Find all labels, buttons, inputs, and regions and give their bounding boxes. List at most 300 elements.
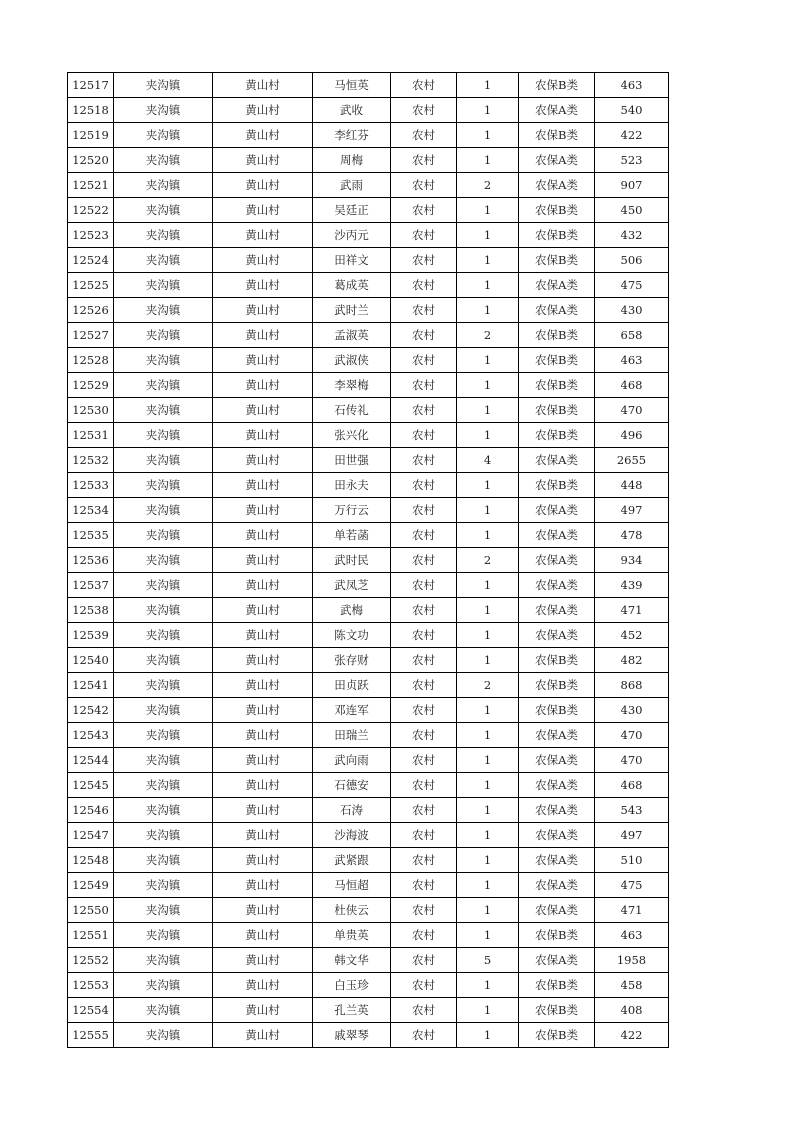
table-row xyxy=(68,173,669,198)
amount-cell: 506 xyxy=(595,248,669,273)
area-type-cell: 农村 xyxy=(391,373,457,398)
area-type-cell: 农村 xyxy=(391,323,457,348)
row-number-cell: 12527 xyxy=(68,323,114,348)
row-number-cell: 12517 xyxy=(68,73,114,98)
area-type-cell: 农村 xyxy=(391,798,457,823)
amount-cell: 448 xyxy=(595,473,669,498)
household-count-cell: 1 xyxy=(457,1023,519,1048)
insurance-category-cell: 农保B类 xyxy=(519,1023,595,1048)
household-count-cell: 1 xyxy=(457,848,519,873)
amount-cell: 934 xyxy=(595,548,669,573)
household-count-cell: 1 xyxy=(457,73,519,98)
area-type-cell: 农村 xyxy=(391,723,457,748)
household-count-cell: 1 xyxy=(457,223,519,248)
amount-cell: 510 xyxy=(595,848,669,873)
town-cell: 夹沟镇 xyxy=(114,398,213,423)
name-cell: 武时兰 xyxy=(313,298,391,323)
name-cell: 邓连军 xyxy=(313,698,391,723)
table-row xyxy=(68,398,669,423)
amount-cell: 463 xyxy=(595,348,669,373)
name-cell: 杜侠云 xyxy=(313,898,391,923)
area-type-cell: 农村 xyxy=(391,998,457,1023)
name-cell: 陈文功 xyxy=(313,623,391,648)
area-type-cell: 农村 xyxy=(391,248,457,273)
area-type-cell: 农村 xyxy=(391,473,457,498)
area-type-cell: 农村 xyxy=(391,773,457,798)
row-number-cell: 12540 xyxy=(68,648,114,673)
row-number-cell: 12535 xyxy=(68,523,114,548)
amount-cell: 470 xyxy=(595,723,669,748)
household-count-cell: 1 xyxy=(457,898,519,923)
area-type-cell: 农村 xyxy=(391,423,457,448)
town-cell: 夹沟镇 xyxy=(114,448,213,473)
name-cell: 田世强 xyxy=(313,448,391,473)
household-count-cell: 1 xyxy=(457,98,519,123)
area-type-cell: 农村 xyxy=(391,123,457,148)
town-cell: 夹沟镇 xyxy=(114,698,213,723)
town-cell: 夹沟镇 xyxy=(114,198,213,223)
amount-cell: 475 xyxy=(595,873,669,898)
village-cell: 黄山村 xyxy=(213,673,313,698)
household-count-cell: 1 xyxy=(457,873,519,898)
insurance-category-cell: 农保B类 xyxy=(519,473,595,498)
row-number-cell: 12551 xyxy=(68,923,114,948)
amount-cell: 497 xyxy=(595,498,669,523)
table-row xyxy=(68,998,669,1023)
insurance-category-cell: 农保A类 xyxy=(519,898,595,923)
town-cell: 夹沟镇 xyxy=(114,498,213,523)
name-cell: 石传礼 xyxy=(313,398,391,423)
town-cell: 夹沟镇 xyxy=(114,348,213,373)
household-count-cell: 2 xyxy=(457,673,519,698)
row-number-cell: 12521 xyxy=(68,173,114,198)
insurance-category-cell: 农保A类 xyxy=(519,173,595,198)
name-cell: 吴廷正 xyxy=(313,198,391,223)
village-cell: 黄山村 xyxy=(213,223,313,248)
area-type-cell: 农村 xyxy=(391,98,457,123)
name-cell: 李翠梅 xyxy=(313,373,391,398)
area-type-cell: 农村 xyxy=(391,348,457,373)
table-row xyxy=(68,548,669,573)
name-cell: 田瑞兰 xyxy=(313,723,391,748)
amount-cell: 422 xyxy=(595,1023,669,1048)
insurance-category-cell: 农保A类 xyxy=(519,98,595,123)
insurance-category-cell: 农保A类 xyxy=(519,748,595,773)
row-number-cell: 12536 xyxy=(68,548,114,573)
insurance-category-cell: 农保B类 xyxy=(519,123,595,148)
name-cell: 沙海波 xyxy=(313,823,391,848)
insurance-category-cell: 农保A类 xyxy=(519,623,595,648)
row-number-cell: 12545 xyxy=(68,773,114,798)
table-row xyxy=(68,73,669,98)
row-number-cell: 12552 xyxy=(68,948,114,973)
town-cell: 夹沟镇 xyxy=(114,98,213,123)
name-cell: 张兴化 xyxy=(313,423,391,448)
area-type-cell: 农村 xyxy=(391,398,457,423)
row-number-cell: 12526 xyxy=(68,298,114,323)
name-cell: 葛成英 xyxy=(313,273,391,298)
town-cell: 夹沟镇 xyxy=(114,673,213,698)
table-row xyxy=(68,573,669,598)
village-cell: 黄山村 xyxy=(213,648,313,673)
insurance-category-cell: 农保B类 xyxy=(519,973,595,998)
household-count-cell: 1 xyxy=(457,123,519,148)
household-count-cell: 1 xyxy=(457,823,519,848)
area-type-cell: 农村 xyxy=(391,748,457,773)
area-type-cell: 农村 xyxy=(391,623,457,648)
village-cell: 黄山村 xyxy=(213,873,313,898)
table-row xyxy=(68,773,669,798)
household-count-cell: 1 xyxy=(457,623,519,648)
town-cell: 夹沟镇 xyxy=(114,1023,213,1048)
area-type-cell: 农村 xyxy=(391,898,457,923)
insurance-category-cell: 农保A类 xyxy=(519,298,595,323)
area-type-cell: 农村 xyxy=(391,973,457,998)
household-count-cell: 1 xyxy=(457,423,519,448)
amount-cell: 478 xyxy=(595,523,669,548)
insurance-category-cell: 农保A类 xyxy=(519,773,595,798)
village-cell: 黄山村 xyxy=(213,173,313,198)
row-number-cell: 12519 xyxy=(68,123,114,148)
town-cell: 夹沟镇 xyxy=(114,723,213,748)
town-cell: 夹沟镇 xyxy=(114,923,213,948)
name-cell: 武收 xyxy=(313,98,391,123)
name-cell: 单若菡 xyxy=(313,523,391,548)
village-cell: 黄山村 xyxy=(213,773,313,798)
household-count-cell: 2 xyxy=(457,323,519,348)
name-cell: 武淑侠 xyxy=(313,348,391,373)
town-cell: 夹沟镇 xyxy=(114,823,213,848)
town-cell: 夹沟镇 xyxy=(114,73,213,98)
village-cell: 黄山村 xyxy=(213,98,313,123)
row-number-cell: 12518 xyxy=(68,98,114,123)
town-cell: 夹沟镇 xyxy=(114,148,213,173)
area-type-cell: 农村 xyxy=(391,498,457,523)
table-row xyxy=(68,798,669,823)
name-cell: 石涛 xyxy=(313,798,391,823)
area-type-cell: 农村 xyxy=(391,873,457,898)
amount-cell: 540 xyxy=(595,98,669,123)
amount-cell: 452 xyxy=(595,623,669,648)
insurance-category-cell: 农保A类 xyxy=(519,848,595,873)
area-type-cell: 农村 xyxy=(391,573,457,598)
name-cell: 戚翠琴 xyxy=(313,1023,391,1048)
household-count-cell: 1 xyxy=(457,523,519,548)
household-count-cell: 1 xyxy=(457,998,519,1023)
area-type-cell: 农村 xyxy=(391,698,457,723)
insurance-category-cell: 农保B类 xyxy=(519,423,595,448)
insurance-category-cell: 农保A类 xyxy=(519,598,595,623)
row-number-cell: 12553 xyxy=(68,973,114,998)
household-count-cell: 1 xyxy=(457,723,519,748)
town-cell: 夹沟镇 xyxy=(114,648,213,673)
amount-cell: 470 xyxy=(595,748,669,773)
amount-cell: 523 xyxy=(595,148,669,173)
town-cell: 夹沟镇 xyxy=(114,773,213,798)
table-row xyxy=(68,423,669,448)
amount-cell: 471 xyxy=(595,598,669,623)
name-cell: 孔兰英 xyxy=(313,998,391,1023)
insurance-category-cell: 农保B类 xyxy=(519,223,595,248)
amount-cell: 450 xyxy=(595,198,669,223)
area-type-cell: 农村 xyxy=(391,848,457,873)
insurance-category-cell: 农保B类 xyxy=(519,198,595,223)
town-cell: 夹沟镇 xyxy=(114,973,213,998)
household-count-cell: 4 xyxy=(457,448,519,473)
name-cell: 马恒英 xyxy=(313,73,391,98)
village-cell: 黄山村 xyxy=(213,448,313,473)
household-count-cell: 2 xyxy=(457,548,519,573)
village-cell: 黄山村 xyxy=(213,698,313,723)
household-count-cell: 1 xyxy=(457,598,519,623)
town-cell: 夹沟镇 xyxy=(114,623,213,648)
name-cell: 白玉珍 xyxy=(313,973,391,998)
area-type-cell: 农村 xyxy=(391,1023,457,1048)
name-cell: 田贞跃 xyxy=(313,673,391,698)
village-cell: 黄山村 xyxy=(213,848,313,873)
town-cell: 夹沟镇 xyxy=(114,748,213,773)
town-cell: 夹沟镇 xyxy=(114,898,213,923)
area-type-cell: 农村 xyxy=(391,598,457,623)
amount-cell: 2655 xyxy=(595,448,669,473)
area-type-cell: 农村 xyxy=(391,273,457,298)
amount-cell: 868 xyxy=(595,673,669,698)
name-cell: 武紧跟 xyxy=(313,848,391,873)
amount-cell: 458 xyxy=(595,973,669,998)
household-count-cell: 1 xyxy=(457,748,519,773)
household-count-cell: 1 xyxy=(457,923,519,948)
insurance-category-cell: 农保A类 xyxy=(519,548,595,573)
name-cell: 田祥文 xyxy=(313,248,391,273)
name-cell: 田永夫 xyxy=(313,473,391,498)
insurance-category-cell: 农保B类 xyxy=(519,698,595,723)
village-cell: 黄山村 xyxy=(213,1023,313,1048)
table-row xyxy=(68,873,669,898)
area-type-cell: 农村 xyxy=(391,73,457,98)
household-count-cell: 1 xyxy=(457,373,519,398)
row-number-cell: 12549 xyxy=(68,873,114,898)
table-row xyxy=(68,698,669,723)
name-cell: 武雨 xyxy=(313,173,391,198)
table-row xyxy=(68,273,669,298)
town-cell: 夹沟镇 xyxy=(114,548,213,573)
amount-cell: 463 xyxy=(595,923,669,948)
row-number-cell: 12554 xyxy=(68,998,114,1023)
amount-cell: 1958 xyxy=(595,948,669,973)
insurance-category-cell: 农保A类 xyxy=(519,948,595,973)
insurance-category-cell: 农保B类 xyxy=(519,348,595,373)
village-cell: 黄山村 xyxy=(213,198,313,223)
row-number-cell: 12548 xyxy=(68,848,114,873)
household-count-cell: 1 xyxy=(457,498,519,523)
row-number-cell: 12541 xyxy=(68,673,114,698)
household-count-cell: 1 xyxy=(457,773,519,798)
name-cell: 周梅 xyxy=(313,148,391,173)
village-cell: 黄山村 xyxy=(213,323,313,348)
insurance-category-cell: 农保B类 xyxy=(519,648,595,673)
household-count-cell: 1 xyxy=(457,348,519,373)
amount-cell: 658 xyxy=(595,323,669,348)
village-cell: 黄山村 xyxy=(213,498,313,523)
household-count-cell: 1 xyxy=(457,698,519,723)
village-cell: 黄山村 xyxy=(213,798,313,823)
household-count-cell: 5 xyxy=(457,948,519,973)
village-cell: 黄山村 xyxy=(213,273,313,298)
table-row xyxy=(68,898,669,923)
area-type-cell: 农村 xyxy=(391,548,457,573)
amount-cell: 439 xyxy=(595,573,669,598)
area-type-cell: 农村 xyxy=(391,223,457,248)
amount-cell: 468 xyxy=(595,773,669,798)
household-count-cell: 1 xyxy=(457,973,519,998)
row-number-cell: 12529 xyxy=(68,373,114,398)
row-number-cell: 12542 xyxy=(68,698,114,723)
town-cell: 夹沟镇 xyxy=(114,873,213,898)
row-number-cell: 12555 xyxy=(68,1023,114,1048)
insurance-category-cell: 农保B类 xyxy=(519,673,595,698)
household-count-cell: 1 xyxy=(457,798,519,823)
village-cell: 黄山村 xyxy=(213,948,313,973)
town-cell: 夹沟镇 xyxy=(114,523,213,548)
table-row xyxy=(68,248,669,273)
table-row xyxy=(68,323,669,348)
table-row xyxy=(68,973,669,998)
insurance-category-cell: 农保A类 xyxy=(519,873,595,898)
row-number-cell: 12528 xyxy=(68,348,114,373)
table-row xyxy=(68,948,669,973)
table-row xyxy=(68,623,669,648)
name-cell: 武向雨 xyxy=(313,748,391,773)
table-row xyxy=(68,923,669,948)
town-cell: 夹沟镇 xyxy=(114,573,213,598)
insurance-category-cell: 农保A类 xyxy=(519,448,595,473)
town-cell: 夹沟镇 xyxy=(114,373,213,398)
amount-cell: 471 xyxy=(595,898,669,923)
name-cell: 韩文华 xyxy=(313,948,391,973)
town-cell: 夹沟镇 xyxy=(114,273,213,298)
town-cell: 夹沟镇 xyxy=(114,173,213,198)
insurance-category-cell: 农保A类 xyxy=(519,523,595,548)
village-cell: 黄山村 xyxy=(213,473,313,498)
village-cell: 黄山村 xyxy=(213,348,313,373)
village-cell: 黄山村 xyxy=(213,923,313,948)
table-row xyxy=(68,848,669,873)
town-cell: 夹沟镇 xyxy=(114,248,213,273)
insurance-category-cell: 农保A类 xyxy=(519,723,595,748)
table-row xyxy=(68,123,669,148)
household-count-cell: 1 xyxy=(457,198,519,223)
village-cell: 黄山村 xyxy=(213,573,313,598)
table-row xyxy=(68,648,669,673)
insurance-category-cell: 农保A类 xyxy=(519,148,595,173)
table-row xyxy=(68,198,669,223)
amount-cell: 475 xyxy=(595,273,669,298)
village-cell: 黄山村 xyxy=(213,373,313,398)
household-count-cell: 1 xyxy=(457,148,519,173)
row-number-cell: 12532 xyxy=(68,448,114,473)
town-cell: 夹沟镇 xyxy=(114,848,213,873)
table-row xyxy=(68,598,669,623)
town-cell: 夹沟镇 xyxy=(114,123,213,148)
row-number-cell: 12520 xyxy=(68,148,114,173)
household-count-cell: 1 xyxy=(457,248,519,273)
town-cell: 夹沟镇 xyxy=(114,223,213,248)
row-number-cell: 12525 xyxy=(68,273,114,298)
table-body xyxy=(68,73,669,1048)
row-number-cell: 12539 xyxy=(68,623,114,648)
village-cell: 黄山村 xyxy=(213,723,313,748)
amount-cell: 463 xyxy=(595,73,669,98)
amount-cell: 470 xyxy=(595,398,669,423)
name-cell: 万行云 xyxy=(313,498,391,523)
town-cell: 夹沟镇 xyxy=(114,298,213,323)
village-cell: 黄山村 xyxy=(213,398,313,423)
name-cell: 单贵英 xyxy=(313,923,391,948)
town-cell: 夹沟镇 xyxy=(114,323,213,348)
household-count-cell: 1 xyxy=(457,273,519,298)
table-row xyxy=(68,148,669,173)
household-count-cell: 1 xyxy=(457,398,519,423)
area-type-cell: 农村 xyxy=(391,823,457,848)
row-number-cell: 12537 xyxy=(68,573,114,598)
area-type-cell: 农村 xyxy=(391,923,457,948)
amount-cell: 907 xyxy=(595,173,669,198)
row-number-cell: 12547 xyxy=(68,823,114,848)
household-count-cell: 1 xyxy=(457,573,519,598)
row-number-cell: 12530 xyxy=(68,398,114,423)
table-row xyxy=(68,1023,669,1048)
table-row xyxy=(68,723,669,748)
area-type-cell: 农村 xyxy=(391,298,457,323)
household-count-cell: 1 xyxy=(457,298,519,323)
household-count-cell: 1 xyxy=(457,473,519,498)
amount-cell: 430 xyxy=(595,298,669,323)
insurance-category-cell: 农保B类 xyxy=(519,998,595,1023)
insurance-category-cell: 农保B类 xyxy=(519,323,595,348)
name-cell: 沙丙元 xyxy=(313,223,391,248)
row-number-cell: 12538 xyxy=(68,598,114,623)
household-count-cell: 2 xyxy=(457,173,519,198)
amount-cell: 432 xyxy=(595,223,669,248)
village-cell: 黄山村 xyxy=(213,898,313,923)
insurance-category-cell: 农保A类 xyxy=(519,823,595,848)
amount-cell: 482 xyxy=(595,648,669,673)
insurance-category-cell: 农保B类 xyxy=(519,73,595,98)
row-number-cell: 12550 xyxy=(68,898,114,923)
amount-cell: 497 xyxy=(595,823,669,848)
village-cell: 黄山村 xyxy=(213,598,313,623)
insurance-category-cell: 农保A类 xyxy=(519,273,595,298)
area-type-cell: 农村 xyxy=(391,448,457,473)
table-row xyxy=(68,748,669,773)
row-number-cell: 12531 xyxy=(68,423,114,448)
insurance-category-cell: 农保B类 xyxy=(519,398,595,423)
area-type-cell: 农村 xyxy=(391,948,457,973)
amount-cell: 422 xyxy=(595,123,669,148)
name-cell: 张存财 xyxy=(313,648,391,673)
row-number-cell: 12533 xyxy=(68,473,114,498)
area-type-cell: 农村 xyxy=(391,173,457,198)
row-number-cell: 12534 xyxy=(68,498,114,523)
table-row xyxy=(68,348,669,373)
table-row xyxy=(68,373,669,398)
village-cell: 黄山村 xyxy=(213,823,313,848)
village-cell: 黄山村 xyxy=(213,148,313,173)
village-cell: 黄山村 xyxy=(213,423,313,448)
village-cell: 黄山村 xyxy=(213,973,313,998)
table-row xyxy=(68,673,669,698)
amount-cell: 468 xyxy=(595,373,669,398)
